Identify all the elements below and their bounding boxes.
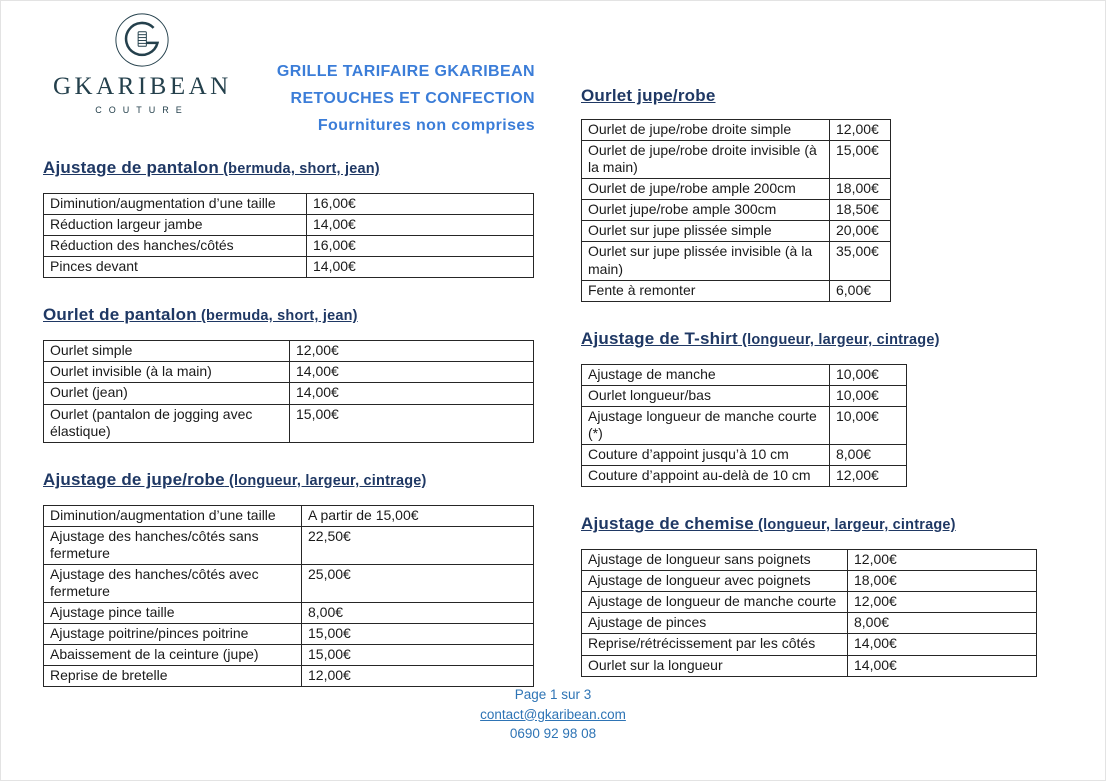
table-row [582, 120, 891, 141]
price-table-ourlet-jupe-robe [581, 119, 891, 302]
section-ourlet-jupe-robe [581, 85, 1041, 302]
table-row [582, 466, 907, 487]
table-row [44, 564, 534, 602]
service-price: 20,00€ [830, 221, 891, 242]
service-label: Ourlet sur jupe plissée simple [582, 221, 830, 242]
table-row [582, 179, 891, 200]
section-heading-ourlet-jupe-robe [581, 85, 1041, 106]
table-row [582, 613, 1037, 634]
section-ajustage-jupe-robe [43, 469, 535, 688]
service-label: Réduction des hanches/côtés [44, 236, 307, 257]
service-label: Ourlet (pantalon de jogging avec élastique) [44, 404, 290, 442]
service-label: Ourlet sur la longueur [582, 655, 848, 676]
service-label: Ourlet longueur/bas [582, 385, 830, 406]
contact-email-link[interactable]: contact@gkaribean.com [480, 706, 626, 722]
service-label: Ourlet (jean) [44, 383, 290, 404]
title-line-1: GRILLE TARIFAIRE GKARIBEAN [276, 63, 535, 80]
page-footer [1, 685, 1105, 744]
table-row [582, 592, 1037, 613]
table-row [44, 645, 534, 666]
left-column [43, 157, 535, 713]
service-price: 15,00€ [302, 624, 534, 645]
service-label: Ajustage poitrine/pinces poitrine [44, 624, 302, 645]
section-title-note: (bermuda, short, jean) [196, 308, 358, 325]
brand-logo [53, 11, 231, 115]
document-title [269, 58, 535, 139]
contact-phone: 0690 92 98 08 [509, 726, 597, 741]
service-label: Ourlet de jupe/robe droite invisible (à la main) [582, 141, 830, 179]
service-price: 12,00€ [830, 466, 907, 487]
section-heading-ourlet-pantalon [43, 304, 535, 327]
service-label: Ourlet invisible (à la main) [44, 362, 290, 383]
service-price: 16,00€ [307, 236, 534, 257]
table-row [44, 624, 534, 645]
service-price: 35,00€ [830, 242, 891, 280]
price-table-ajustage-jupe-robe [43, 505, 534, 688]
service-price: 12,00€ [848, 550, 1037, 571]
service-label: Couture d’appoint au-delà de 10 cm [582, 466, 830, 487]
section-title-text: Ajustage de jupe/robe [43, 469, 225, 489]
service-price: 15,00€ [290, 404, 534, 442]
service-label: Fente à remonter [582, 280, 830, 301]
service-price: 12,00€ [290, 341, 534, 362]
table-row [582, 406, 907, 444]
table-row [582, 221, 891, 242]
logo-emblem-icon [113, 11, 171, 69]
table-row [582, 242, 891, 280]
brand-name: GKARIBEAN [53, 73, 232, 100]
section-ajustage-tshirt [581, 328, 1041, 487]
section-heading-ajustage-tshirt [581, 328, 1041, 351]
service-label: Ourlet jupe/robe ample 300cm [582, 200, 830, 221]
table-row [44, 505, 534, 526]
table-row [44, 341, 534, 362]
service-label: Couture d’appoint jusqu’à 10 cm [582, 445, 830, 466]
service-price: 18,00€ [848, 571, 1037, 592]
service-price: 14,00€ [290, 362, 534, 383]
table-row [582, 550, 1037, 571]
service-price: 14,00€ [290, 383, 534, 404]
service-price: A partir de 15,00€ [302, 505, 534, 526]
section-title-text: Ourlet jupe/robe [581, 86, 716, 105]
page-number: Page 1 sur 3 [514, 687, 592, 702]
service-price: 8,00€ [830, 445, 907, 466]
table-row [44, 603, 534, 624]
service-price: 8,00€ [302, 603, 534, 624]
service-price: 6,00€ [830, 280, 891, 301]
section-title-text: Ourlet de pantalon [43, 305, 197, 325]
service-label: Ourlet de jupe/robe droite simple [582, 120, 830, 141]
service-price: 12,00€ [848, 592, 1037, 613]
section-title-text: Ajustage de T-shirt [581, 328, 738, 348]
service-label: Ajustage de pinces [582, 613, 848, 634]
table-row [44, 236, 534, 257]
price-table-ajustage-tshirt [581, 364, 907, 487]
service-price: 8,00€ [848, 613, 1037, 634]
price-table-ourlet-pantalon [43, 340, 534, 442]
service-label: Ourlet de jupe/robe ample 200cm [582, 179, 830, 200]
service-label: Ajustage des hanches/côtés sans fermeture [44, 526, 302, 564]
table-row [44, 257, 534, 278]
section-ourlet-pantalon [43, 304, 535, 442]
service-label: Reprise de bretelle [44, 666, 302, 687]
section-title-note: (longueur, largeur, cintrage) [753, 517, 956, 534]
service-label: Réduction largeur jambe [44, 215, 307, 236]
table-row [582, 200, 891, 221]
table-row [582, 385, 907, 406]
table-row [582, 445, 907, 466]
service-label: Pinces devant [44, 257, 307, 278]
table-row [44, 383, 534, 404]
table-row [582, 571, 1037, 592]
section-heading-ajustage-chemise [581, 513, 1041, 536]
section-ajustage-chemise [581, 513, 1041, 676]
service-label: Ajustage de longueur sans poignets [582, 550, 848, 571]
service-label: Ajustage de manche [582, 364, 830, 385]
service-price: 15,00€ [302, 645, 534, 666]
service-label: Ajustage pince taille [44, 603, 302, 624]
section-heading-ajustage-jupe-robe [43, 469, 535, 492]
section-title-text: Ajustage de chemise [581, 514, 754, 534]
service-price: 16,00€ [307, 194, 534, 215]
service-price: 25,00€ [302, 564, 534, 602]
title-line-3: Fournitures non comprises [317, 117, 535, 134]
service-label: Diminution/augmentation d’une taille [44, 194, 307, 215]
table-row [44, 362, 534, 383]
service-price: 12,00€ [830, 120, 891, 141]
service-label: Ourlet simple [44, 341, 290, 362]
service-label: Ajustage de longueur avec poignets [582, 571, 848, 592]
price-table-ajustage-pantalon [43, 193, 534, 278]
table-row [582, 280, 891, 301]
service-label: Abaissement de la ceinture (jupe) [44, 645, 302, 666]
brand-tagline: COUTURE [95, 105, 189, 115]
section-title-text: Ajustage de pantalon [43, 158, 219, 177]
service-label: Diminution/augmentation d’une taille [44, 505, 302, 526]
table-row [582, 364, 907, 385]
table-row [582, 655, 1037, 676]
section-heading-ajustage-pantalon [43, 157, 535, 180]
service-price: 10,00€ [830, 364, 907, 385]
service-label: Ajustage de longueur de manche courte [582, 592, 848, 613]
section-title-note: (longueur, largeur, cintrage) [224, 472, 427, 489]
service-price: 18,50€ [830, 200, 891, 221]
service-price: 14,00€ [307, 215, 534, 236]
table-row [44, 666, 534, 687]
service-price: 14,00€ [307, 257, 534, 278]
table-row [44, 215, 534, 236]
service-price: 22,50€ [302, 526, 534, 564]
right-column [581, 85, 1041, 703]
section-ajustage-pantalon [43, 157, 535, 278]
service-price: 12,00€ [302, 666, 534, 687]
service-price: 14,00€ [848, 655, 1037, 676]
table-row [44, 404, 534, 442]
service-price: 14,00€ [848, 634, 1037, 655]
table-row [582, 141, 891, 179]
section-title-note: (bermuda, short, jean) [218, 161, 380, 177]
table-row [44, 194, 534, 215]
service-price: 10,00€ [830, 385, 907, 406]
table-row [582, 634, 1037, 655]
service-label: Reprise/rétrécissement par les côtés [582, 634, 848, 655]
service-price: 15,00€ [830, 141, 891, 179]
service-label: Ajustage des hanches/côtés avec fermeture [44, 564, 302, 602]
service-label: Ajustage longueur de manche courte (*) [582, 406, 830, 444]
table-row [44, 526, 534, 564]
section-title-note: (longueur, largeur, cintrage) [737, 331, 940, 348]
service-price: 10,00€ [830, 406, 907, 444]
service-price: 18,00€ [830, 179, 891, 200]
service-label: Ourlet sur jupe plissée invisible (à la main) [582, 242, 830, 280]
price-table-ajustage-chemise [581, 549, 1037, 676]
title-line-2: RETOUCHES ET CONFECTION [290, 90, 535, 107]
